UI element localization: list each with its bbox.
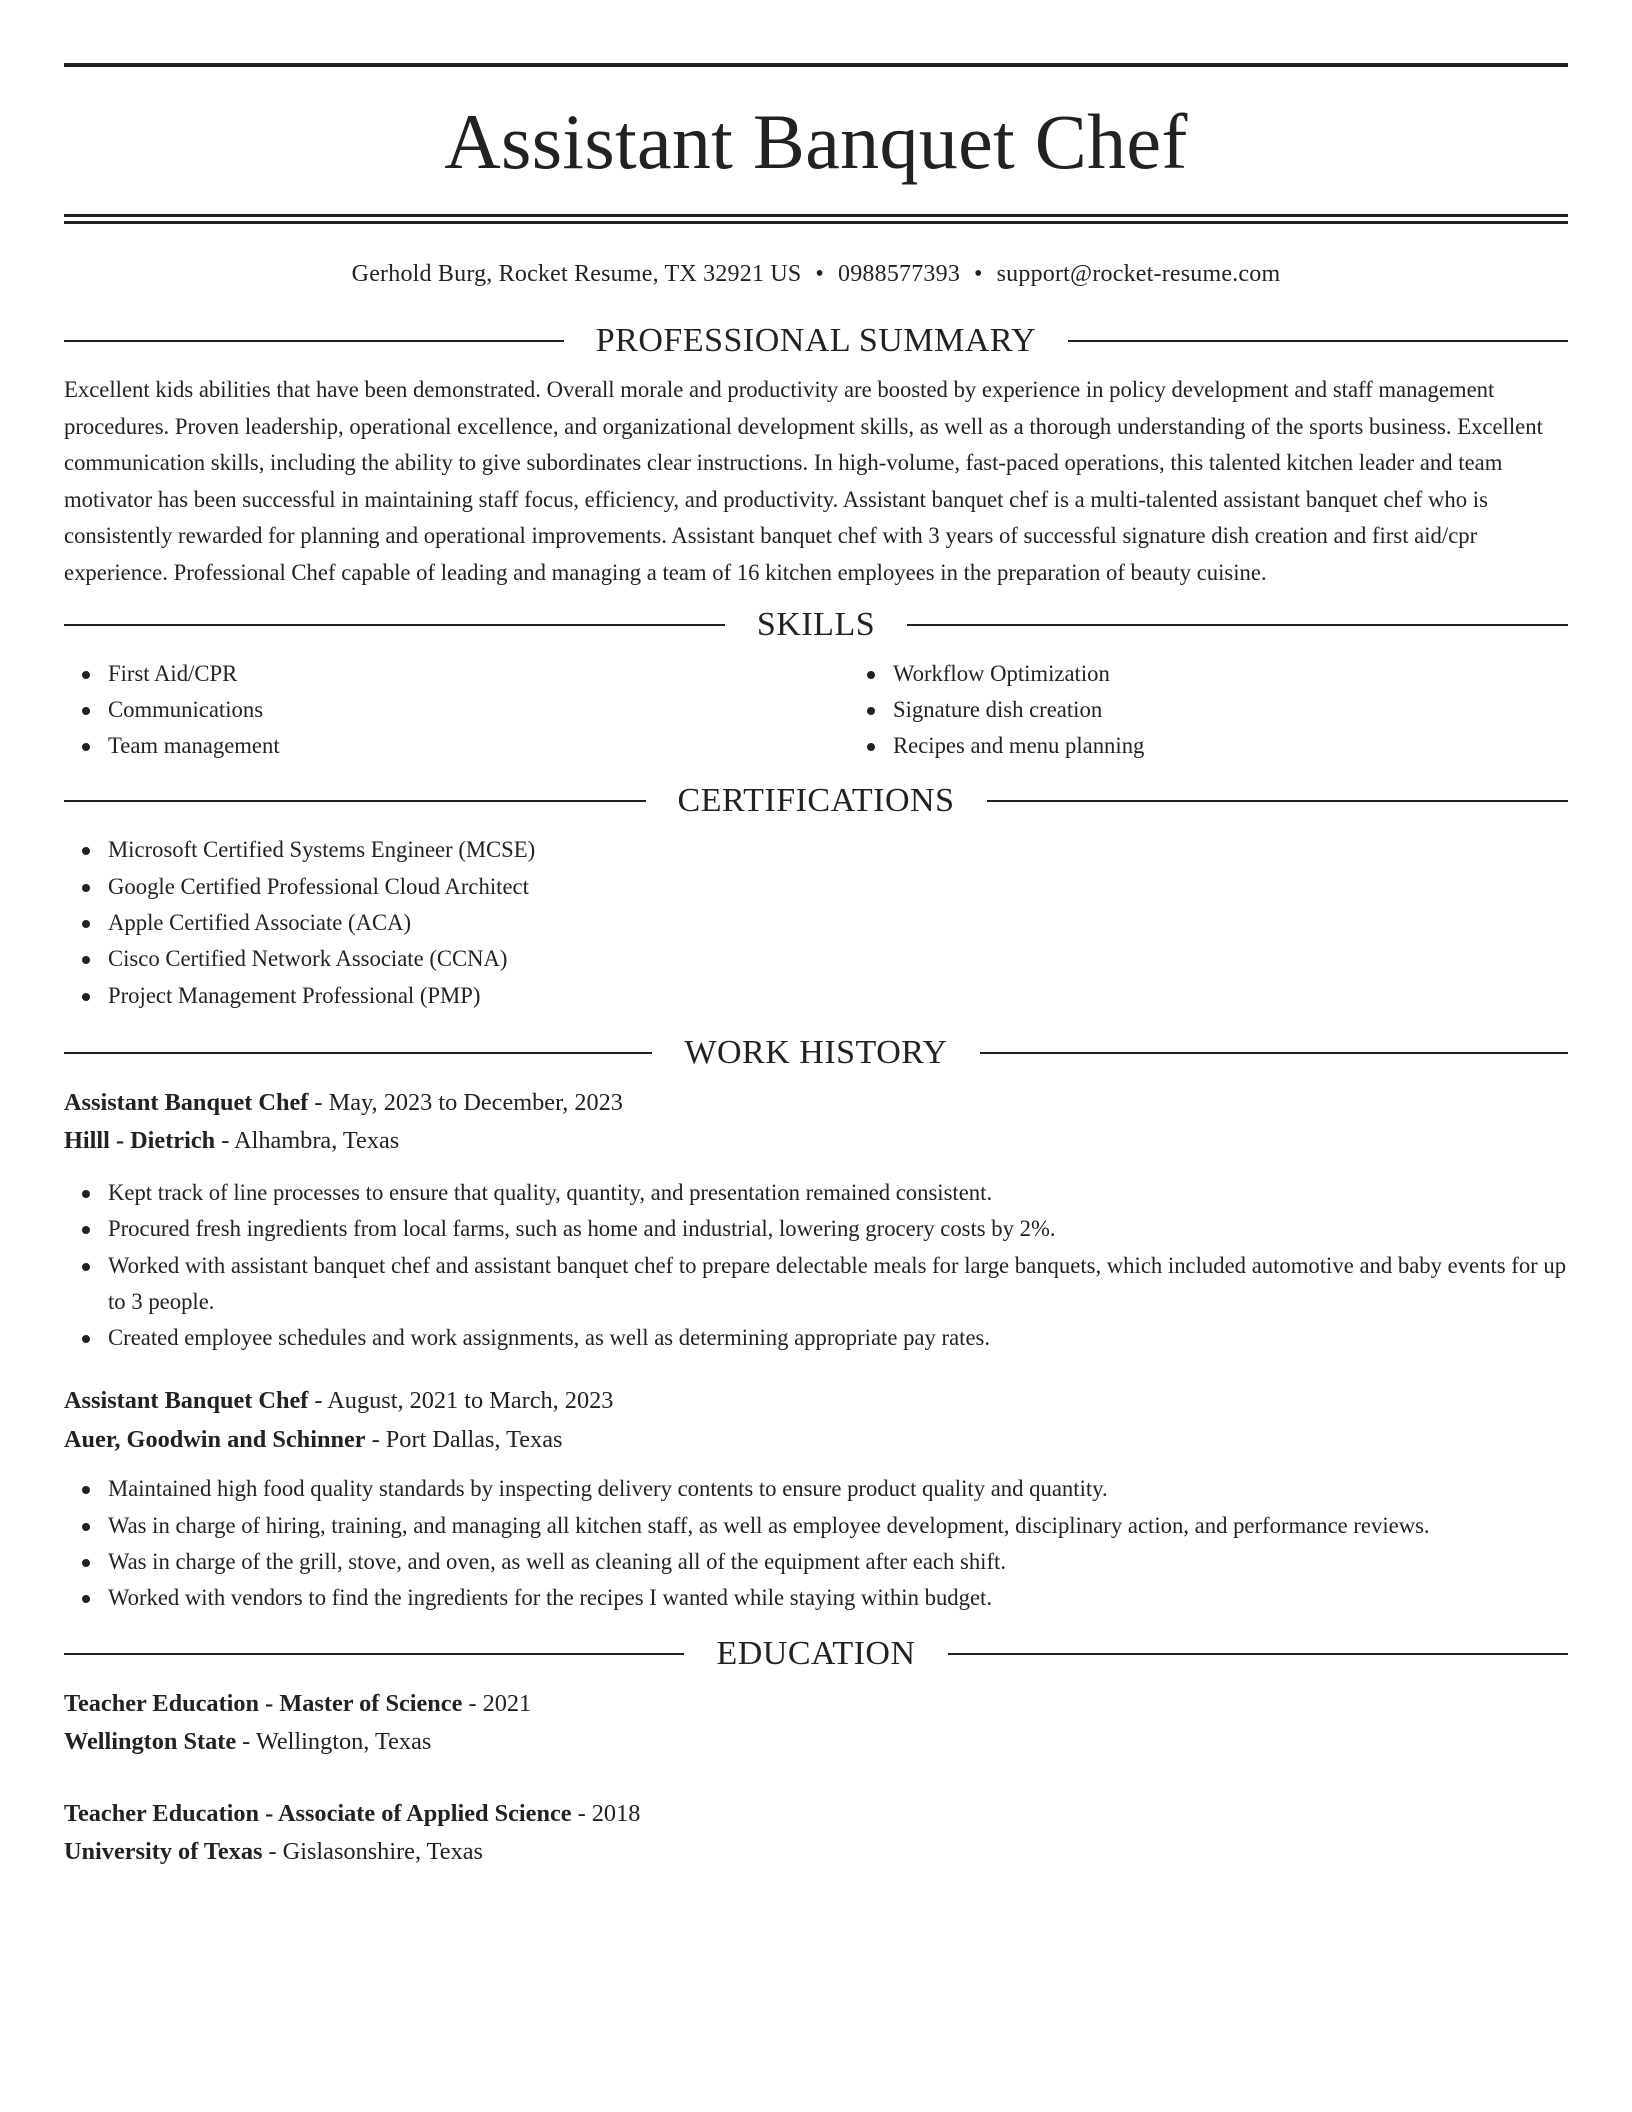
skill-item: Communications	[108, 692, 849, 728]
certifications-heading: CERTIFICATIONS	[677, 782, 955, 820]
job-entry	[64, 1084, 1568, 1356]
skills-column-right	[849, 656, 1568, 765]
education-degree: Teacher Education - Associate of Applied Science	[64, 1799, 572, 1827]
job-dates: - May, 2023 to December, 2023	[308, 1088, 623, 1116]
education-degree: Teacher Education - Master of Science	[64, 1689, 463, 1717]
certifications-section-header	[64, 784, 1568, 818]
education-entry	[64, 1795, 1568, 1872]
section-rule	[1068, 340, 1568, 342]
skills-heading: SKILLS	[756, 605, 876, 643]
work-section-header	[64, 1033, 1568, 1071]
section-rule	[980, 1052, 1568, 1054]
job-bullet: Worked with vendors to find the ingredients for the recipes I wanted while staying within budget.	[108, 1580, 1568, 1616]
certification-item: Cisco Certified Network Associate (CCNA)	[108, 941, 1568, 977]
contact-phone: 0988577393	[838, 261, 961, 287]
work-heading: WORK HISTORY	[684, 1033, 948, 1071]
page-title: Assistant Banquet Chef	[444, 98, 1188, 185]
section-rule	[987, 800, 1569, 802]
education-section-header	[64, 1634, 1568, 1672]
job-bullet: Kept track of line processes to ensure that quality, quantity, and presentation remained consistent.	[108, 1175, 1568, 1211]
certification-item: Google Certified Professional Cloud Architect	[108, 869, 1568, 905]
job-bullet: Procured fresh ingredients from local farms, such as home and industrial, lowering grocery costs by 2%.	[108, 1211, 1568, 1247]
skills-list	[64, 656, 1568, 765]
education-degree-line	[64, 1795, 1568, 1834]
skill-item: Team management	[108, 728, 849, 764]
job-entry	[64, 1382, 1568, 1616]
skills-column-left	[64, 656, 849, 765]
section-rule	[907, 624, 1568, 626]
education-degree-line	[64, 1685, 1568, 1724]
education-location: - Gislasonshire, Texas	[262, 1838, 483, 1866]
job-title: Assistant Banquet Chef	[64, 1387, 309, 1415]
skill-item: Recipes and menu planning	[893, 728, 1568, 764]
certification-item: Project Management Professional (PMP)	[108, 978, 1568, 1014]
job-bullet: Worked with assistant banquet chef and assistant banquet chef to prepare delectable meals for large banquets, which included automotive and baby events for up to 3 people.	[108, 1248, 1568, 1321]
contact-email: support@rocket-resume.com	[996, 261, 1281, 287]
job-company: Hilll - Dietrich	[64, 1127, 216, 1155]
summary-section-header	[64, 324, 1568, 358]
job-location: - Port Dallas, Texas	[365, 1425, 563, 1453]
education-school: University of Texas	[64, 1838, 263, 1866]
contact-separator: •	[974, 261, 983, 287]
section-rule	[948, 1653, 1568, 1655]
job-company-line	[64, 1421, 1568, 1460]
education-year: - 2021	[462, 1689, 532, 1717]
education-school-line	[64, 1723, 1568, 1762]
contact-address: Gerhold Burg, Rocket Resume, TX 32921 US	[351, 261, 802, 287]
certification-item: Microsoft Certified Systems Engineer (MCSE)	[108, 832, 1568, 868]
section-rule	[64, 340, 564, 342]
job-dates: - August, 2021 to March, 2023	[308, 1387, 614, 1415]
contact-separator: •	[815, 261, 825, 287]
job-bullet: Was in charge of the grill, stove, and oven, as well as cleaning all of the equipment after each shift.	[108, 1544, 1568, 1580]
skill-item: First Aid/CPR	[108, 656, 849, 692]
education-school-line	[64, 1833, 1568, 1872]
certification-item: Apple Certified Associate (ACA)	[108, 905, 1568, 941]
education-location: - Wellington, Texas	[236, 1728, 432, 1756]
skill-item: Signature dish creation	[893, 692, 1568, 728]
certifications-list	[64, 832, 1568, 1013]
education-year: - 2018	[571, 1799, 641, 1827]
education-heading: EDUCATION	[716, 1634, 916, 1672]
job-title-line	[64, 1084, 1568, 1123]
job-bullet: Maintained high food quality standards by inspecting delivery contents to ensure product quality and quantity.	[108, 1471, 1568, 1507]
job-company: Auer, Goodwin and Schinner	[64, 1425, 366, 1453]
job-bullets	[64, 1471, 1568, 1616]
contact-line	[64, 262, 1568, 286]
job-title: Assistant Banquet Chef	[64, 1088, 309, 1116]
education-entry	[64, 1685, 1568, 1762]
section-rule	[64, 800, 646, 802]
education-school: Wellington State	[64, 1728, 237, 1756]
job-company-line	[64, 1122, 1568, 1161]
section-rule	[64, 1653, 684, 1655]
summary-heading: PROFESSIONAL SUMMARY	[595, 322, 1037, 359]
top-rule	[64, 63, 1568, 67]
summary-text: Excellent kids abilities that have been demonstrated. Overall morale and productivity are boosted by experience in policy development and staff management procedures. Proven leadership, operational excellence, and organizational development skills, as well as a thorough understanding of the sports business. Excellent communication skills, including the ability to give subordinates clear instructions. In high-volume, fast-paced operations, this talented kitchen leader and team motivator has been successful in maintaining staff focus, efficiency, and productivity. Assistant banquet chef is a multi-talented assistant banquet chef who is consistently rewarded for planning and operational improvements. Assistant banquet chef with 3 years of successful signature dish creation and first aid/cpr experience. Professional Chef capable of leading and managing a team of 16 kitchen employees in the preparation of beauty cuisine.	[64, 377, 1543, 585]
job-location: - Alhambra, Texas	[215, 1127, 400, 1155]
skill-item: Workflow Optimization	[893, 656, 1568, 692]
section-rule	[64, 624, 725, 626]
title-double-rule	[64, 214, 1568, 224]
job-bullet: Was in charge of hiring, training, and managing all kitchen staff, as well as employee development, disciplinary action, and performance reviews.	[108, 1508, 1568, 1544]
section-rule	[64, 1052, 652, 1054]
skills-section-header	[64, 605, 1568, 643]
job-bullets	[64, 1175, 1568, 1356]
job-bullet: Created employee schedules and work assignments, as well as determining appropriate pay rates.	[108, 1320, 1568, 1356]
job-title-line	[64, 1382, 1568, 1421]
